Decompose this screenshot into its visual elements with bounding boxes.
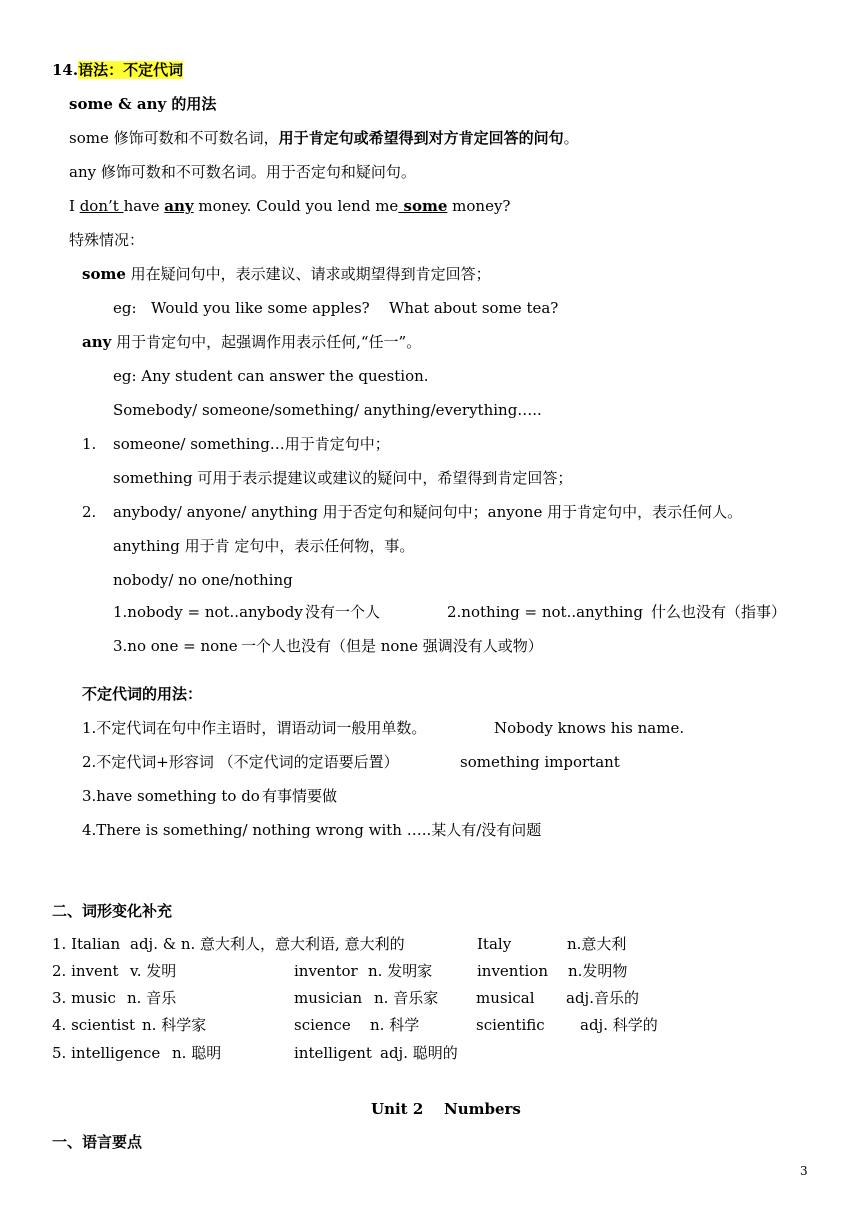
- wordform-term: 5. intelligence: [52, 1044, 161, 1062]
- some-special-word: some: [82, 265, 126, 283]
- example-some: some: [398, 197, 448, 215]
- usage-rule-3-text: 3.have something to do: [82, 787, 260, 805]
- any-definition: any 修饰可数和不可数名词。用于否定句和疑问句。: [69, 163, 416, 181]
- usage-rule-3: [82, 786, 337, 806]
- wordform-term: science: [294, 1016, 351, 1034]
- wordform-row-3: [52, 988, 639, 1008]
- list-item-2-number: 2.: [82, 503, 97, 521]
- example-sentence: [69, 196, 510, 216]
- example-part-2: have: [123, 197, 165, 215]
- list-item-1: someone/ something…用于肯定句中；: [113, 435, 390, 453]
- example-part-1: I: [69, 197, 80, 215]
- eg-tea: What about some tea?: [389, 299, 559, 317]
- no-one-meaning: 一个人也没有（但是 none 强调没有人或物）: [241, 637, 543, 655]
- wordform-meaning: n. 聪明: [172, 1044, 222, 1062]
- usage-heading: 不定代词的用法：: [82, 685, 203, 703]
- wordform-row-2: [52, 961, 627, 981]
- nobody-meaning: 没有一个人: [305, 603, 381, 621]
- nothing-meaning: 什么也没有（指事）: [651, 603, 787, 621]
- wordform-meaning: n. 音乐家: [374, 989, 439, 1007]
- eg-line-2: eg: Any student can answer the question.: [113, 367, 429, 385]
- list-item-2-sub-1: anything 用于肯 定句中，表示任何物，事。: [113, 537, 415, 555]
- wordform-term: musician: [294, 989, 363, 1007]
- some-definition: [69, 128, 579, 148]
- wordform-meaning: n. 发明家: [368, 962, 433, 980]
- list-item-1-sub: something 可用于表示提建议或建议的疑问中，希望得到肯定回答；: [113, 469, 573, 487]
- no-one-equation: 3.no one = none: [113, 637, 238, 655]
- some-definition-bold: 用于肯定句或希望得到对方肯定回答的问句: [278, 129, 564, 147]
- any-special-word: any: [82, 333, 112, 351]
- list-item-1-number: 1.: [82, 435, 97, 453]
- some-definition-end: 。: [563, 129, 579, 147]
- section-14-heading: [52, 60, 183, 80]
- usage-rule-1: [82, 718, 684, 738]
- wordform-term: 3. music: [52, 989, 116, 1007]
- eg-label: eg:: [113, 299, 137, 317]
- unit-label: Unit 2: [371, 1100, 424, 1118]
- some-definition-plain: some 修饰可数和不可数名词，: [69, 129, 279, 147]
- some-special-text: 用在疑问句中，表示建议、请求或期望得到肯定回答；: [125, 265, 491, 283]
- wordform-meaning: n. 科学: [370, 1016, 420, 1034]
- any-special: [82, 332, 421, 352]
- some-special: [82, 264, 491, 284]
- special-cases-label: 特殊情况：: [69, 231, 145, 249]
- wordform-meaning: adj. & n. 意大利人，意大利语, 意大利的: [130, 935, 405, 953]
- wordform-meaning: n. 科学家: [142, 1016, 207, 1034]
- wordform-term: 2. invent: [52, 962, 119, 980]
- equivalence-line-2: [113, 636, 543, 656]
- nobody-equation: 1.nobody = not..anybody: [113, 603, 303, 621]
- section-title: 语法：不定代词: [78, 61, 184, 79]
- usage-rule-1-example: Nobody knows his name.: [494, 719, 685, 737]
- wordform-term: scientific: [476, 1016, 545, 1034]
- section-number: 14.: [52, 61, 79, 79]
- example-part-4: money?: [447, 197, 511, 215]
- wordform-row-5: [52, 1043, 458, 1063]
- unit-title: [371, 1099, 521, 1119]
- wordform-meaning: n. 音乐: [127, 989, 177, 1007]
- compound-pronouns: Somebody/ someone/something/ anything/everything…..: [113, 401, 542, 419]
- section-one-heading: 一、语言要点: [52, 1133, 143, 1151]
- wordform-row-4: [52, 1015, 658, 1035]
- wordform-term: Italy: [477, 935, 512, 953]
- wordform-term: 4. scientist: [52, 1016, 136, 1034]
- usage-rule-2-text: 2.不定代词+形容词 （不定代词的定语要后置）: [82, 753, 399, 771]
- list-item-2: anybody/ anyone/ anything 用于否定句和疑问句中；anyone 用于肯定句中，表示任何人。: [113, 503, 743, 521]
- wordform-meaning: adj.音乐的: [566, 989, 639, 1007]
- eg-line-1: [113, 298, 558, 318]
- usage-rule-4: 4.There is something/ nothing wrong with …..某人有/没有问题: [82, 821, 542, 839]
- eg-apples: Would you like some apples?: [151, 299, 370, 317]
- some-any-heading: some & any 的用法: [69, 95, 217, 113]
- wordform-meaning: adj. 聪明的: [380, 1044, 458, 1062]
- wordform-meaning: n.发明物: [568, 962, 628, 980]
- example-part-3: money. Could you lend me: [193, 197, 399, 215]
- wordforms-heading: 二、词形变化补充: [52, 902, 173, 920]
- wordform-term: musical: [476, 989, 535, 1007]
- wordform-row-1: [52, 934, 626, 954]
- page-number: 3: [800, 1164, 808, 1178]
- usage-rule-3-meaning: 有事情要做: [262, 787, 338, 805]
- any-special-text: 用于肯定句中，起强调作用表示任何,“任一”。: [111, 333, 422, 351]
- example-any: any: [164, 197, 194, 215]
- wordform-meaning: v. 发明: [130, 962, 177, 980]
- wordform-meaning: adj. 科学的: [580, 1016, 658, 1034]
- usage-rule-2-example: something important: [460, 753, 620, 771]
- list-item-2-sub-2: nobody/ no one/nothing: [113, 571, 293, 589]
- unit-name: Numbers: [444, 1100, 521, 1118]
- usage-rule-1-text: 1.不定代词在句中作主语时，谓语动词一般用单数。: [82, 719, 427, 737]
- wordform-term: 1. Italian: [52, 935, 121, 953]
- nothing-equation: 2.nothing = not..anything: [447, 603, 643, 621]
- wordform-meaning: n.意大利: [567, 935, 627, 953]
- wordform-term: intelligent: [294, 1044, 372, 1062]
- usage-rule-2: [82, 752, 620, 772]
- wordform-term: inventor: [294, 962, 358, 980]
- example-dont: don’t: [79, 197, 124, 215]
- wordform-term: invention: [477, 962, 548, 980]
- equivalence-line-1: [113, 602, 786, 622]
